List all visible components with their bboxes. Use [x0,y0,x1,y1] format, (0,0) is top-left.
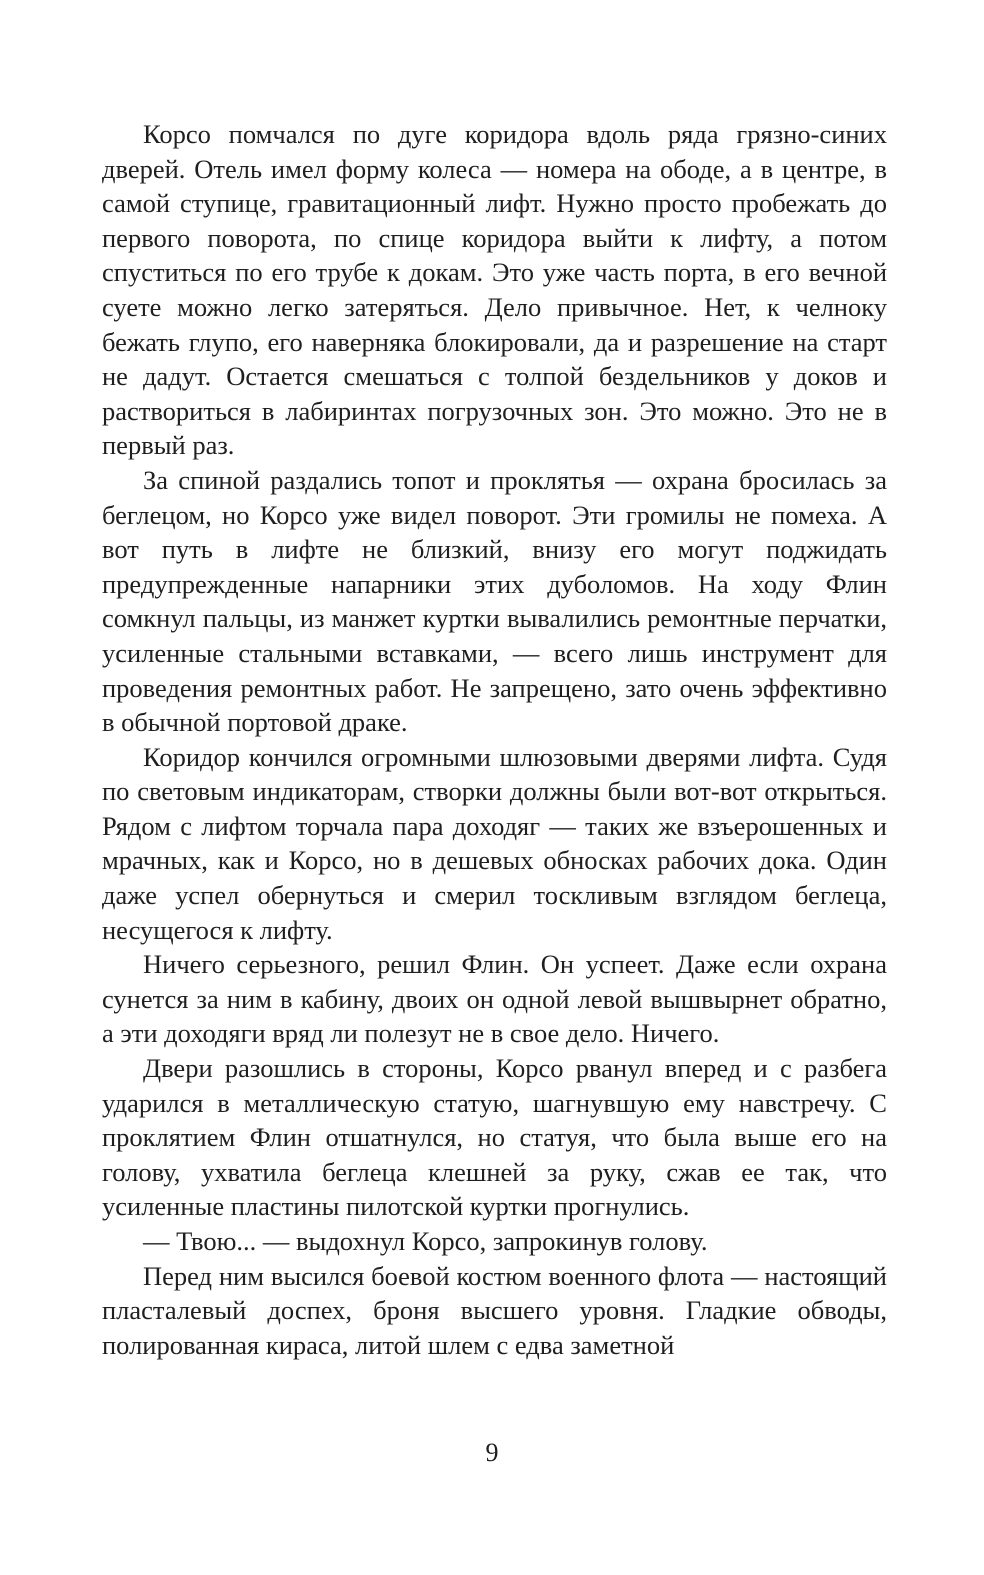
paragraph-4: Ничего серьезного, решил Флин. Он успеет. Даже если охрана сунется за ним в кабину, двоих он одной левой вышвырнет обратно, а эти доходяги вряд ли полезут не в свое дело. Ничего. [102,949,887,1049]
paragraph-6: — Твою... — выдохнул Корсо, запрокинув голову. [143,1226,708,1256]
paragraph-3: Коридор кончился огромными шлюзовыми дверями лифта. Судя по световым индикаторам, створки должны были вот-вот открыться. Рядом с лифтом торчала пара доходяг — таких же взъерошенных и мрачных, как и Корсо, но в дешевых обносках рабочих дока. Один даже успел обернуться и смерил тоскливым взглядом беглеца, несущегося к лифту. [102,741,887,945]
paragraph-2: За спиной раздались топот и проклятья — охрана бросилась за беглецом, но Корсо уже видел поворот. Эти громилы не помеха. А вот путь в лифте не близкий, внизу его могут поджидать предупрежденные напарники этих дуболомов. На ходу Флин сомкнул пальцы, из манжет куртки вывалились ремонтные перчатки, усиленные стальными вставками, — всего лишь инструмент для проведения ремонтных работ. Не запрещено, зато очень эффективно в обычной портовой драке. [102,464,887,738]
paragraph-1: Корсо помчался по дуге коридора вдоль ряда грязно-синих дверей. Отель имел форму колеса — номера на ободе, а в центре, в самой ступице, гравитационный лифт. Нужно просто пробежать до первого поворота, по спице коридора выйти к лифту, а потом спуститься по его трубе к докам. Это уже часть порта, в его вечной суете можно легко затеряться. Дело привычное. Нет, к челноку бежать глупо, его наверняка блокировали, да и разрешение на старт не дадут. Остается смешаться с толпой бездельников у доков и раствориться в лабиринтах погрузочных зон. Это можно. Это не в первый раз. [102,119,887,461]
page-number: 9 [485,1438,499,1467]
page-body [102,117,887,1362]
paragraph-7: Перед ним высился боевой костюм военного флота — настоящий пласталевый доспех, броня высшего уровня. Гладкие обводы, полированная кираса, литой шлем с едва заметной [102,1260,887,1360]
paragraph-5: Двери разошлись в стороны, Корсо рванул вперед и с разбега ударился в металлическую статую, шагнувшую ему навстречу. С проклятием Флин отшатнулся, но статуя, что была выше его на голову, ухватила беглеца клешней за руку, сжав ее так, что усиленные пластины пилотской куртки прогнулись. [102,1053,887,1222]
